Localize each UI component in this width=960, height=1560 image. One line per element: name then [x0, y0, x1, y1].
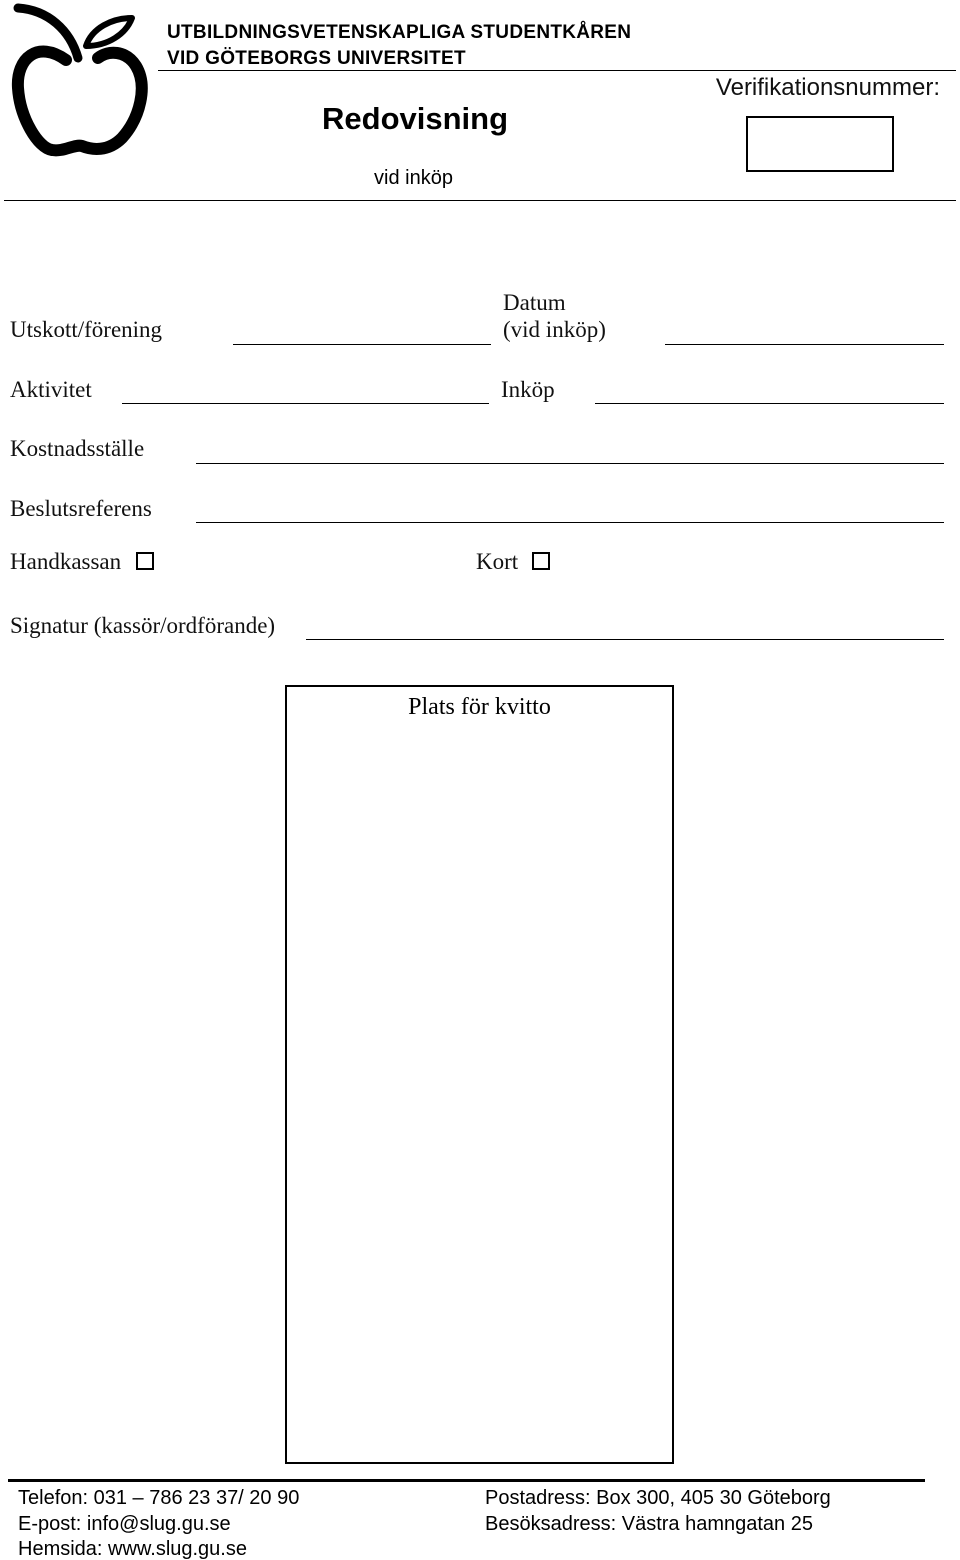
receipt-area-label: Plats för kvitto [408, 694, 551, 720]
organization-name-line-1: UTBILDNINGSVETENSKAPLIGA STUDENTKÅREN [167, 22, 632, 43]
header-divider [158, 70, 956, 71]
petty-cash-checkbox[interactable] [136, 552, 154, 570]
document-title: Redovisning [322, 101, 509, 136]
activity-field[interactable] [122, 403, 489, 404]
date-label-line-1: Datum [503, 290, 566, 315]
petty-cash-label: Handkassan [10, 549, 122, 574]
date-label-line-2: (vid inköp) [503, 317, 606, 342]
decision-reference-label: Beslutsreferens [10, 496, 152, 521]
decision-reference-field[interactable] [196, 522, 944, 523]
footer-phone: Telefon: 031 – 786 23 37/ 20 90 [18, 1487, 300, 1509]
title-divider [4, 200, 956, 201]
footer-divider [8, 1479, 925, 1482]
footer-email: E-post: info@slug.gu.se [18, 1513, 231, 1535]
card-label: Kort [476, 549, 519, 574]
verification-number-field[interactable] [746, 116, 894, 172]
apple-logo-icon [8, 0, 153, 160]
purchase-label: Inköp [501, 377, 555, 402]
document-subtitle: vid inköp [374, 167, 453, 189]
card-checkbox[interactable] [532, 552, 550, 570]
cost-center-label: Kostnadsställe [10, 436, 145, 461]
footer-website: Hemsida: www.slug.gu.se [18, 1538, 247, 1560]
activity-label: Aktivitet [10, 377, 92, 402]
organization-name-line-2: VID GÖTEBORGS UNIVERSITET [167, 48, 466, 69]
cost-center-field[interactable] [196, 463, 944, 464]
receipt-area [285, 685, 674, 1464]
verification-number-label: Verifikationsnummer: [715, 74, 940, 101]
committee-field[interactable] [233, 344, 491, 345]
purchase-field[interactable] [595, 403, 944, 404]
signature-label: Signatur (kassör/ordförande) [10, 613, 276, 638]
footer-visiting-address: Besöksadress: Västra hamngatan 25 [485, 1513, 813, 1535]
date-field[interactable] [665, 344, 944, 345]
signature-field[interactable] [306, 639, 944, 640]
committee-label: Utskott/förening [10, 317, 163, 342]
footer-postal-address: Postadress: Box 300, 405 30 Göteborg [485, 1487, 831, 1509]
